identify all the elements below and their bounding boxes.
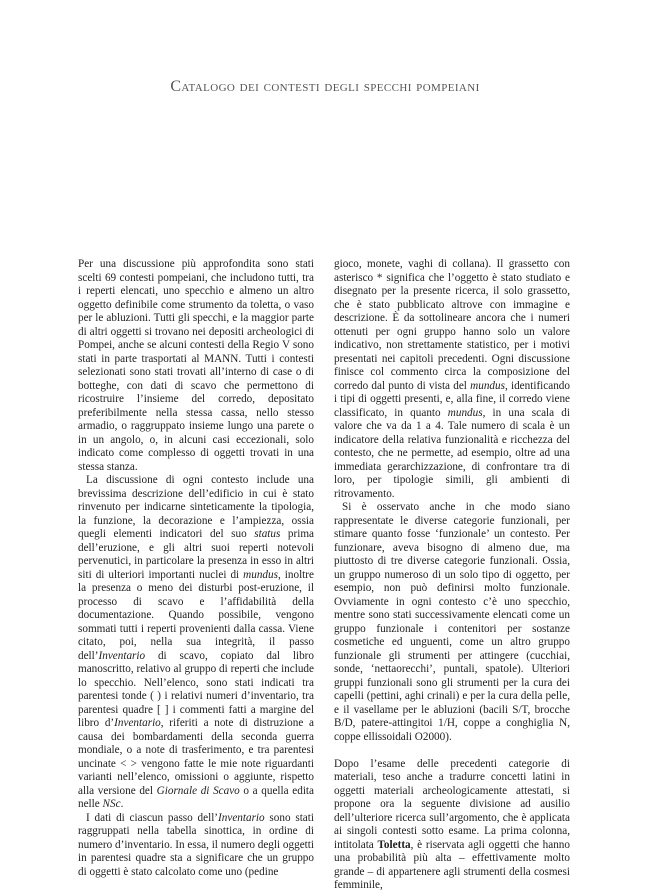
text-run: sono stati raggruppati nella tabella sinottica, in ordine di numero d’inventario. In essa, il numero degli oggetti in parentesi quadre sta a significare che un gruppo di oggetti è stato calcolato come uno (pedine [78,811,314,878]
text-run: I dati di ciascun passo dell’ [86,811,219,824]
italic-term: mundus [470,379,505,392]
italic-term: Inventario [218,811,265,824]
italic-term: Giornale di Scavo [156,784,240,797]
text-run: di scavo, copiato dal libro manoscritto, relativo al gruppo di reperti che include lo specchio. Nell’elenco, sono stati indicati tra parentesi tonde ( ) i relativi numeri d’inventario, tra parentesi quadre [ ] i commenti fatti a margine del libro d’ [78,649,314,729]
paragraph [78,812,314,880]
text-run: gioco, monete, vaghi di collana). Il grassetto con asterisco * significa che l’oggetto è stato studiato e disegnato per la presente ricerca, il solo grassetto, che è stato pubblicato altrove con immagine e descrizione. È da sottolineare ancora che i numeri ottenuti per ogni gruppo hanno solo un valore indicativo, non strettamente statistico, per i motivi presentati nei capitoli precedenti. Ogni discussione finisce col commento circa la composizione del corredo dal punto di vista del [334,258,570,392]
text-run: Per una discussione più approfondita sono stati scelti 69 contesti pompeiani, che includono tutti, tra i reperti elencati, uno specchio e almeno un altro oggetto definibile come strumento da toletta, o vaso per le abluzioni. Tutti gli specchi, e la maggior parte di altri oggetti si trovano nei depositi archeologici di Pompei, anche se alcuni contesti della Regio V sono stati in parte trasportati al MANN. Tutti i contesti selezionati sono stati trovati all’interno di case o di botteghe, con dati di scavo che permettono di ricostruire l’insieme del corredo, depositato preferibilmente nella stessa cassa, nello stesso armadio, o raggruppato insieme lungo una parete o in un angolo, o, in alcuni casi eccezionali, solo indicato come complesso di oggetti trovati in una stessa stanza. [78,258,314,473]
text-run: , in una scala di valore che va da 1 a 4. Tale numero di scala è un indicatore della relativa funzionalità e ricchezza del contesto, che ne permette, ad esempio, oltre ad una immediata gerarchizzazione, di confrontare tra di loro, per tipologie simili, gli ambienti di ritrovamento. [334,406,570,500]
page-title: Catalogo dei contesti degli specchi pompeiani [170,78,480,95]
paragraph [334,258,570,501]
italic-term: Inventario [114,717,161,729]
text-run: prima dell’eruzione, e gli altri suoi reperti notevoli pervenutici, in particolare la presenza in esso in altri siti di ulteriori importanti nuclei di [78,528,314,581]
italic-term: status [254,528,281,540]
left-column [78,258,314,879]
text-run: , inoltre la presenza o meno dei disturbi post-eruzione, il processo di scavo e l’affidabilità della documentazione. Quando possibile, vengono sommati tutti i reperti provenienti dalla cassa. Viene citato, poi, nella sua integrità, il passo dell’ [78,568,314,662]
text-run: Si è osservato anche in che modo siano rappresentate le diverse categorie funzionali, per stimare quanto fosse ‘funzionale’ un contesto. Per funzionare, aveva bisogno di almeno due, ma piuttosto di tre diverse categorie funzionali. Ossia, un gruppo numeroso di un solo tipo di oggetto, per esempio, non può definirsi molto funzionale. Ovviamente in ogni contesto c’è uno specchio, mentre sono stati successivamente elencati come un gruppo funzionale i contenitori per sostanze cosmetiche ed unguenti, come un altro gruppo funzionale gli strumenti per attingere (cucchiai, sonde, ‘nettaorecchi’, puntali, spatole). Ulteriori gruppi funzionali sono gli strumenti per la cura dei capelli (pettini, aghi crinali) e per la cura della pelle, e il vasellame per le abluzioni (bacili S/T, brocche B/D, patere-attingitoi 1/H, coppe a conghiglia N, coppe ellissoidali O2000). [334,501,570,743]
right-column [334,258,570,893]
paragraph [334,501,570,744]
bold-term: Toletta [377,838,411,851]
italic-term: Inventario [98,649,146,662]
paragraph [78,474,314,812]
paragraph [334,758,570,893]
italic-term: mundus [243,568,278,581]
text-run: , identificando i tipi di oggetti presenti, e, alla fine, il corredo viene classificato, in quanto [334,379,570,419]
text-run: Dopo l’esame delle precedenti categorie di materiali, teso anche a tradurre concetti latini in oggetti materiali archeologicamente attestati, si propone ora la seguente divisione ad ausilio dell’ulteriore ricerca sull’argomento, che è applicata ai singoli contesti sotto esame. La prima colonna, intitolata [334,757,570,851]
text-run: La discussione di ogni contesto include una brevissima descrizione dell’edificio in cui è stato rinvenuto per indicarne sinteticamente la tipologia, la funzione, la decorazione e l’ampiezza, ossia quegli elementi indicatori del suo [78,474,314,540]
text-run: , riferiti a note di distruzione a causa dei bombardamenti della seconda guerra mondiale, o a note di trasferimento, e tra parentesi uncinate < > vengono fatte le mie note riguardanti varianti nell’elenco, omissioni o aggiunte, rispetto alla versione del [78,717,315,797]
paragraph [78,258,314,474]
text-run: . [120,798,124,810]
text-run: , è riservata agli oggetti che hanno una probabilità più alta – effettivamente molto grande – di appartenere agli strumenti della cosmesi femminile, [334,838,570,891]
text-run: o a quella edita nelle [78,784,315,810]
italic-term: mundus [447,406,483,419]
italic-term: NSc [102,798,121,810]
